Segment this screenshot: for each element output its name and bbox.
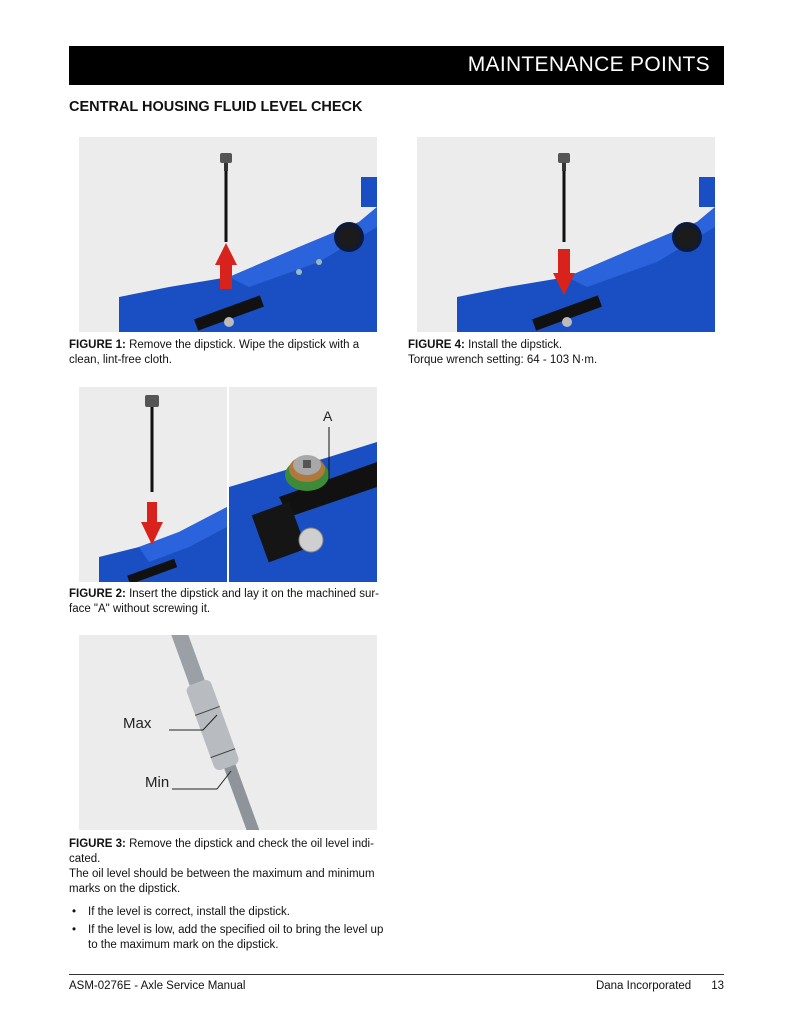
page-title: CENTRAL HOUSING FLUID LEVEL CHECK [69,99,363,115]
max-label: Max [123,715,152,732]
figure-4-image [417,137,715,332]
footer-right [576,980,724,992]
page-number: 13 [711,980,724,992]
section-banner [69,46,724,85]
figure-3-caption: FIGURE 3: Remove the dipstick and check the oil level indi-cated. The oil level should be between the maximum and minimum marks on the dipstick. [69,838,375,895]
min-label: Min [145,774,170,791]
figure-2-caption: FIGURE 2: Insert the dipstick and lay it on the machined sur-face "A" without screwing it. [69,588,380,615]
list-item: • If the level is correct, install the dipstick. [69,905,389,920]
callout-a: A [323,408,333,424]
figure-1-caption: FIGURE 1: Remove the dipstick. Wipe the dipstick with a clean, lint-free cloth. [69,339,360,366]
figure-2-image-left [79,387,227,582]
list-item: • If the level is low, add the specified oil to bring the level up to the maximum mark on the dipstick. [69,923,389,953]
banner-title: MAINTENANCE POINTS [467,53,710,76]
footer-company: Dana Incorporated [595,980,692,992]
torque-setting: Torque wrench setting: 64 - 103 N·m. [408,354,598,366]
footer-doc-title: ASM-0276E - Axle Service Manual [69,980,246,992]
figure-1-image [79,137,377,332]
figure-2-image-right [229,387,377,582]
oil-level-note: The oil level should be between the maximum and minimum marks on the dipstick. [69,868,375,895]
figure-3-image [79,635,377,830]
instruction-list [69,905,389,956]
figure-4-caption: FIGURE 4: Install the dipstick. Torque wrench setting: 64 - 103 N·m. [408,339,598,366]
footer-divider [69,974,724,975]
